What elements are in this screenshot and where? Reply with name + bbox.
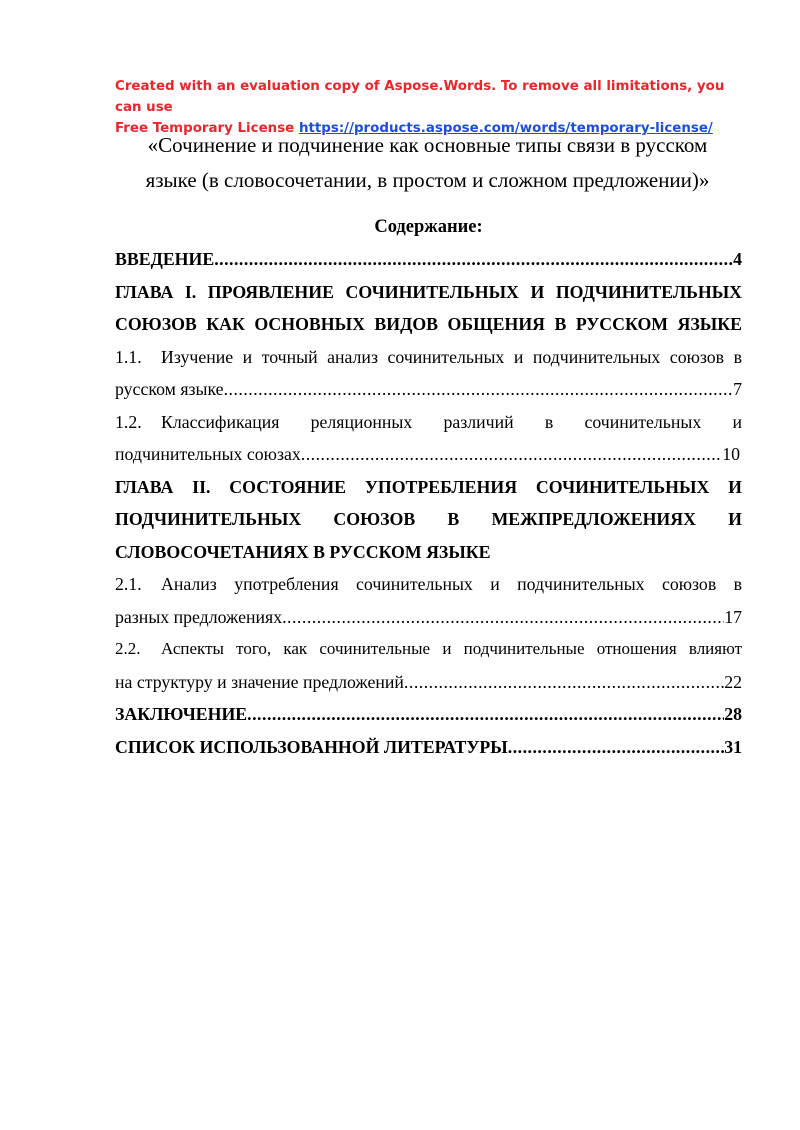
toc-section-line [115,341,742,374]
toc-section-number: 2.1. [115,574,142,594]
toc-page-number: 7 [733,379,742,399]
document-title-line2: языке (в словосочетании, в простом и сложном предложении)» [145,168,710,192]
toc-page-number: 17 [724,606,742,627]
toc-chapter-line: СОЮЗОВ КАК ОСНОВНЫХ ВИДОВ ОБЩЕНИЯ В РУССКОМ ЯЗЫКЕ [115,314,742,334]
toc-page-number: 28 [724,704,742,724]
document-title-line1: «Сочинение и подчинение как основные типы связи в русском [147,133,708,157]
evaluation-notice-prefix: Free Temporary License [115,121,295,136]
toc-dot-leader [282,601,724,634]
toc-section-text: Аспекты того, как сочинительные и подчинительные отношения влияют [161,639,742,658]
toc-section-number: 1.1. [115,346,142,367]
toc-page-number: 4 [733,249,742,269]
toc-section-last-line [115,601,742,634]
toc-entry-conclusion[interactable] [115,698,742,731]
toc-entry-section-1-1[interactable] [115,341,742,406]
toc-entry-label: подчинительных союзах [115,444,301,464]
evaluation-notice-line1: Created with an evaluation copy of Aspose.Words. To remove all limitations, you can use [115,79,725,115]
toc-page-number: 31 [724,736,742,757]
toc-entry-intro[interactable] [115,243,742,276]
toc-section-line [115,568,742,601]
toc-section-number: 1.2. [115,411,142,432]
temporary-license-link[interactable]: https://products.aspose.com/words/temporary-license/ [298,121,713,136]
toc-entry-section-1-2[interactable] [115,406,742,471]
toc-section-last-line [115,666,742,699]
contents-heading: Содержание: [374,217,483,237]
toc-dot-leader [247,698,724,731]
toc-chapter-line: ГЛАВА I. ПРОЯВЛЕНИЕ СОЧИНИТЕЛЬНЫХ И ПОДЧИНИТЕЛЬНЫХ [115,281,742,302]
toc-entry-label: ВВЕДЕНИЕ [115,249,215,269]
toc-entry-label: СПИСОК ИСПОЛЬЗОВАННОЙ ЛИТЕРАТУРЫ [115,736,508,757]
toc-section-line [115,406,742,439]
toc-section-last-line [115,373,742,406]
toc-dot-leader [224,373,734,406]
toc-chapter-line: ГЛАВА II. СОСТОЯНИЕ УПОТРЕБЛЕНИЯ СОЧИНИТЕЛЬНЫХ И [115,476,742,497]
toc-entry-label: ЗАКЛЮЧЕНИЕ [115,704,248,724]
toc-section-number: 2.2. [115,639,141,658]
toc-entry-section-2-2[interactable] [115,633,742,698]
toc-chapter-line: ПОДЧИНИТЕЛЬНЫХ СОЮЗОВ В МЕЖПРЕДЛОЖЕНИЯХ И [115,509,742,529]
toc-section-text: Классификация реляционных различий в сочинительных и [161,411,742,432]
toc-dot-leader [214,243,733,276]
toc-page-number: 22 [724,671,742,692]
toc-dot-leader [404,666,724,699]
toc-entry-chapter1[interactable] [115,276,742,341]
toc-entry-label: разных предложениях [115,606,283,627]
toc-dot-leader [508,731,724,764]
toc-entry-label: на структуру и значение предложений [115,671,404,692]
document-title [100,128,755,198]
toc-section-line [115,633,742,666]
table-of-contents [115,243,742,763]
toc-section-text: Изучение и точный анализ сочинительных и подчинительных союзов в [161,346,742,367]
toc-section-text: Анализ употребления сочинительных и подчинительных союзов в [161,574,742,594]
toc-page-number: 10 [722,444,740,464]
toc-entry-label: русском языке [115,379,224,399]
toc-entry-references[interactable] [115,731,742,764]
toc-entry-chapter2[interactable] [115,471,742,569]
toc-dot-leader [301,438,722,471]
toc-chapter-line: СЛОВОСОЧЕТАНИЯХ В РУССКОМ ЯЗЫКЕ [115,541,491,562]
toc-section-last-line [115,438,742,471]
toc-entry-section-2-1[interactable] [115,568,742,633]
